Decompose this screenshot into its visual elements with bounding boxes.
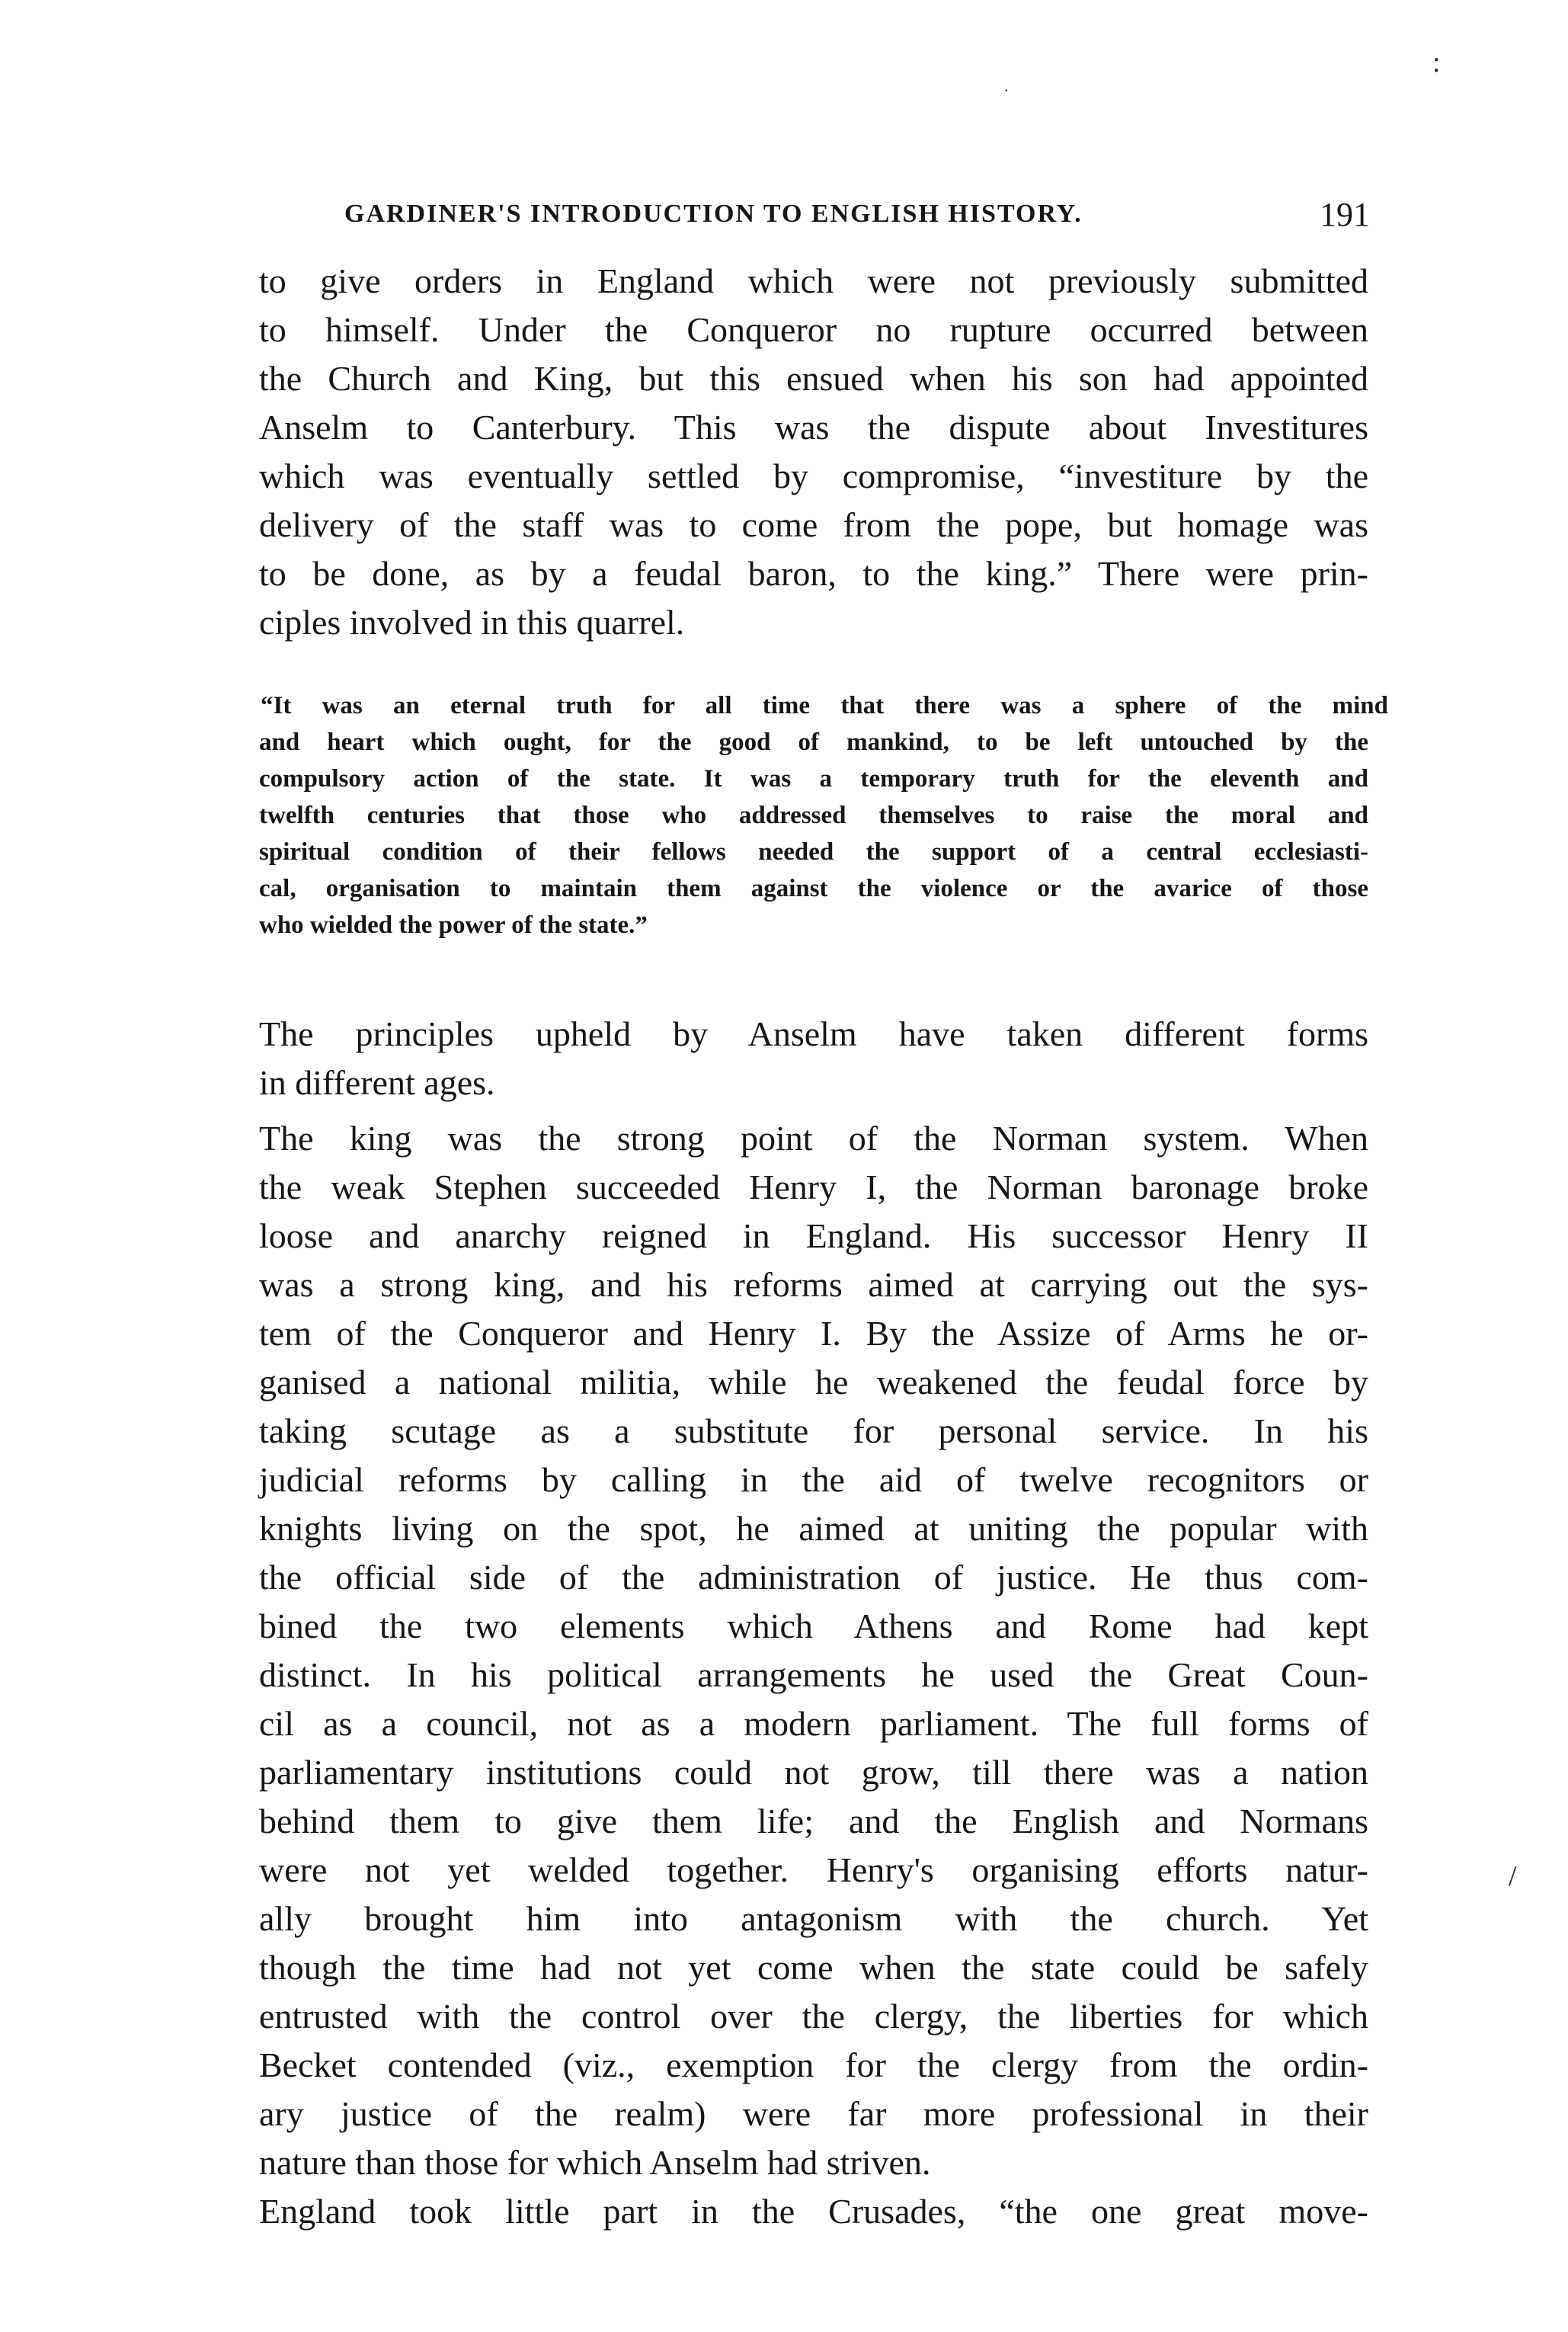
- quote-line: and heart which ought, for the good of mankind, to be left untouched by the: [259, 729, 1368, 756]
- quote-line: spiritual condition of their fellows needed the support of a central ecclesiasti-: [259, 838, 1368, 866]
- paragraph-3-line: the official side of the administration of justice. He thus com-: [259, 1558, 1368, 1597]
- paragraph-3-line: distinct. In his political arrangements he used the Great Coun-: [259, 1655, 1368, 1694]
- paragraph-3-line: the weak Stephen succeeded Henry I, the Norman baronage broke: [259, 1168, 1368, 1206]
- scan-speck: :: [1432, 46, 1441, 78]
- paragraph-3-line: behind them to give them life; and the English and Normans: [259, 1802, 1368, 1840]
- paragraph-3-line: bined the two elements which Athens and Rome had kept: [259, 1606, 1368, 1645]
- paragraph-3-line: judicial reforms by calling in the aid of twelve recognitors or: [259, 1460, 1368, 1499]
- paragraph-3-line: were not yet welded together. Henry's organising efforts natur-: [259, 1850, 1368, 1889]
- paragraph-3-line: tem of the Conqueror and Henry I. By the Assize of Arms he or-: [259, 1314, 1368, 1353]
- paragraph-1-line: ciples involved in this quarrel.: [259, 603, 685, 642]
- scan-speck: .: [1004, 76, 1009, 95]
- paragraph-1-line: to be done, as by a feudal baron, to the king.” There were prin-: [259, 554, 1368, 593]
- paragraph-3-line: cil as a council, not as a modern parliament. The full forms of: [259, 1704, 1368, 1743]
- paragraph-3-line: nature than those for which Anselm had striven.: [259, 2143, 931, 2182]
- paragraph-1-line: delivery of the staff was to come from the pope, but homage was: [259, 505, 1368, 544]
- quote-line: cal, organisation to maintain them against the violence or the avarice of those: [259, 875, 1368, 902]
- scan-speck: /: [1509, 1860, 1517, 1892]
- paragraph-3-line: parliamentary institutions could not grow, till there was a nation: [259, 1753, 1368, 1792]
- paragraph-3-line: ary justice of the realm) were far more professional in their: [259, 2094, 1368, 2133]
- paragraph-3-line: knights living on the spot, he aimed at uniting the popular with: [259, 1509, 1368, 1548]
- paragraph-3-line: though the time had not yet come when the state could be safely: [259, 1948, 1368, 1987]
- paragraph-3-line: was a strong king, and his reforms aimed at carrying out the sys-: [259, 1265, 1368, 1304]
- paragraph-3-line: entrusted with the control over the clergy, the liberties for which: [259, 1997, 1368, 2036]
- paragraph-1-line: the Church and King, but this ensued when his son had appointed: [259, 359, 1368, 398]
- paragraph-3-line: ally brought him into antagonism with the church. Yet: [259, 1899, 1368, 1938]
- paragraph-1-line: which was eventually settled by compromise, “investiture by the: [259, 456, 1368, 495]
- paragraph-3-line: Becket contended (viz., exemption for the clergy from the ordin-: [259, 2045, 1368, 2084]
- paragraph-1-line: to himself. Under the Conqueror no rupture occurred between: [259, 310, 1368, 349]
- paragraph-3-line: loose and anarchy reigned in England. His successor Henry II: [259, 1216, 1368, 1255]
- page-number: 191: [1320, 196, 1370, 233]
- paragraph-3-line: ganised a national militia, while he weakened the feudal force by: [259, 1363, 1368, 1401]
- paragraph-1-line: to give orders in England which were not previously submitted: [259, 261, 1368, 300]
- quote-line: “It was an eternal truth for all time that there was a sphere of the mind: [261, 692, 1388, 719]
- paragraph-3-line: The king was the strong point of the Norman system. When: [259, 1119, 1368, 1158]
- quote-line: compulsory action of the state. It was a temporary truth for the eleventh and: [259, 765, 1368, 793]
- paragraph-3-line: taking scutage as a substitute for personal service. In his: [259, 1411, 1368, 1450]
- paragraph-2-line: in different ages.: [259, 1063, 495, 1102]
- paragraph-1-line: Anselm to Canterbury. This was the dispute about Investitures: [259, 408, 1368, 447]
- paragraph-2-line: The principles upheld by Anselm have taken different forms: [259, 1014, 1368, 1053]
- paragraph-4-line: England took little part in the Crusades, “the one great move-: [259, 2192, 1368, 2231]
- quote-line: who wielded the power of the state.”: [259, 911, 648, 939]
- quote-line: twelfth centuries that those who addressed themselves to raise the moral and: [259, 802, 1368, 829]
- running-title: GARDINER'S INTRODUCTION TO ENGLISH HISTORY.: [344, 200, 1083, 228]
- running-head: [344, 196, 1370, 236]
